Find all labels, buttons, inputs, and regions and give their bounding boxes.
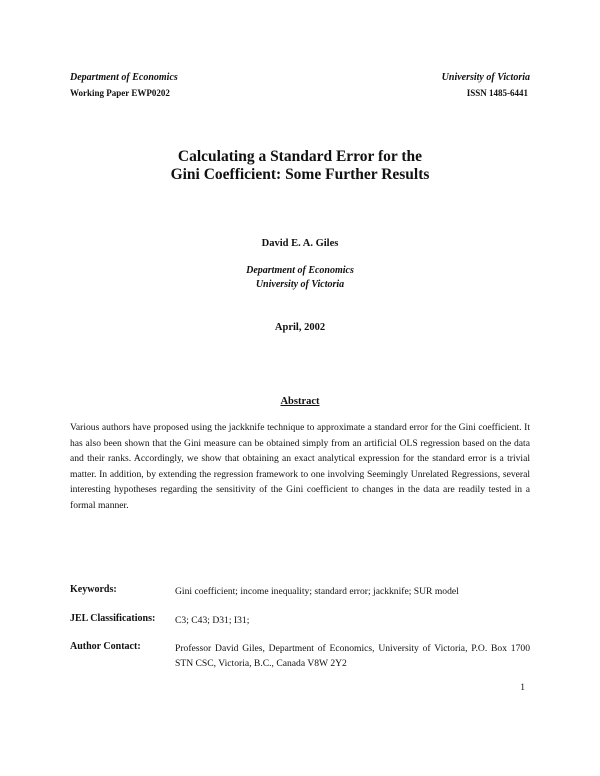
author-university: University of Victoria (255, 279, 345, 290)
author-department: Department of Economics (246, 265, 354, 276)
page-number: 1 (520, 683, 525, 693)
abstract-heading: Abstract (280, 396, 320, 407)
keywords-label: Keywords: (70, 584, 117, 595)
header-university: University of Victoria (441, 72, 530, 83)
keywords-value: Gini coefficient; income inequality; standard error; jackknife; SUR model (175, 586, 459, 597)
paper-title-line-1: Calculating a Standard Error for the (177, 148, 423, 165)
contact-label: Author Contact: (70, 641, 141, 652)
header-issn: ISSN 1485-6441 (466, 88, 528, 98)
contact-value: Professor David Giles, Department of Economics, University of Victoria, P.O. Box 1700 STN CSC, Victoria, B.C., Canada V8W 2Y2 (175, 643, 530, 669)
header-department: Department of Economics (70, 72, 178, 83)
author-name: David E. A. Giles (261, 238, 339, 249)
paper-title-line-2: Gini Coefficient: Some Further Results (170, 166, 430, 183)
abstract-text: Various authors have proposed using the jackknife technique to approximate a standard error for the Gini coefficient. It has also been shown that the Gini measure can be obtained simply from an artificial OLS regression based on the data and their ranks. Accordingly, we show that obtaining an exact analytical expression for the standard error is a trivial matter. In addition, by extending the regression framework to one involving Seemingly Unrelated Regressions, several interesting hypotheses regarding the sensitivity of the Gini coefficient to changes in the data are readily tested in a formal manner. (70, 422, 530, 511)
paper-date: April, 2002 (274, 322, 326, 333)
header-working-paper: Working Paper EWP0202 (70, 88, 170, 98)
jel-label: JEL Classifications: (70, 613, 156, 624)
jel-value: C3; C43; D31; I31; (175, 615, 250, 626)
